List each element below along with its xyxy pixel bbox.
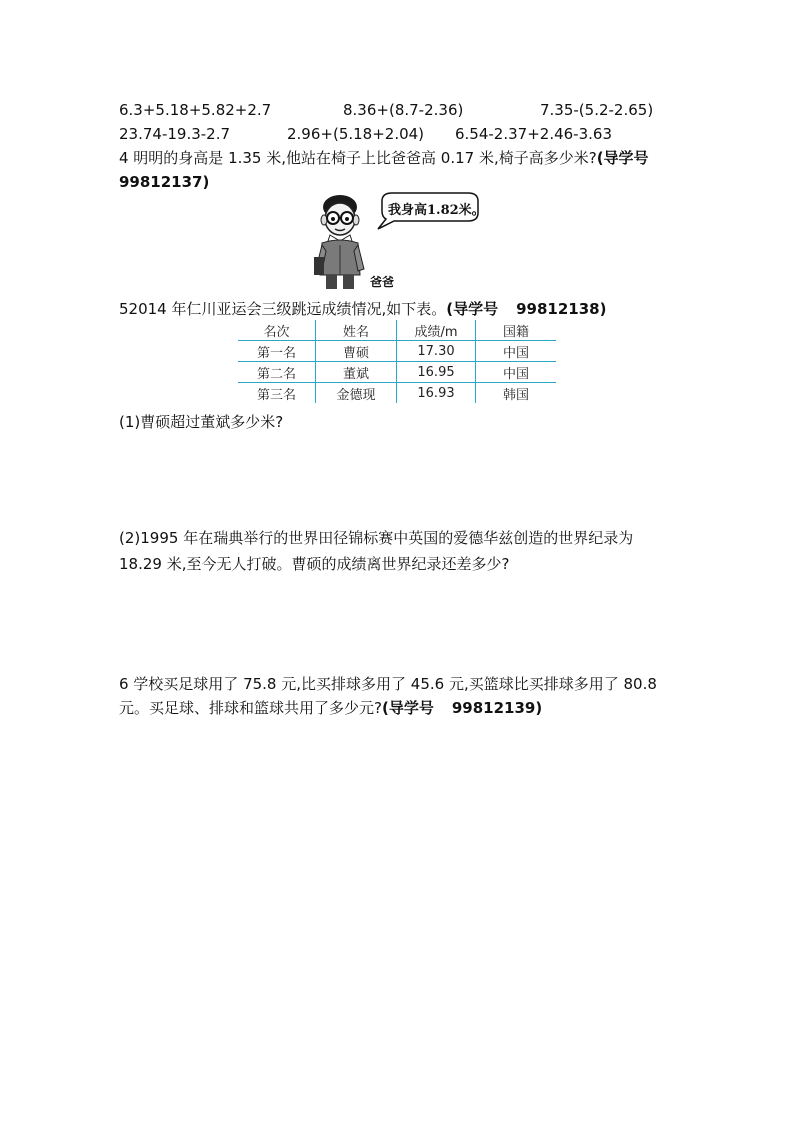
cell-name: 董斌 — [316, 362, 397, 383]
question-5-sub-2-line-2: 18.29 米,至今无人打破。曹硕的成绩离世界纪录还差多少? — [119, 555, 510, 573]
header-score: 成绩/m — [397, 320, 476, 341]
dad-figure — [312, 189, 485, 291]
expression-2-3: 6.54-2.37+2.46-3.63 — [455, 125, 612, 143]
header-name: 姓名 — [316, 320, 397, 341]
cell-score: 16.95 — [397, 362, 476, 383]
cell-nationality: 韩国 — [476, 383, 557, 404]
cell-nationality: 中国 — [476, 341, 557, 362]
guide-ref-5: (导学号 — [446, 300, 499, 318]
cell-nationality: 中国 — [476, 362, 557, 383]
question-4-ref-number: 99812137) — [119, 173, 210, 191]
cell-name: 金德现 — [316, 383, 397, 404]
cell-rank: 第二名 — [238, 362, 316, 383]
cell-rank: 第一名 — [238, 341, 316, 362]
question-5-text: 52014 年仁川亚运会三级跳远成绩情况,如下表。(导学号 99812138) — [119, 300, 607, 318]
table-row — [238, 383, 556, 404]
table-row — [238, 362, 556, 383]
expression-1-2: 8.36+(8.7-2.36) — [343, 101, 464, 119]
cell-score: 16.93 — [397, 383, 476, 404]
results-table — [238, 320, 556, 403]
question-6-line-1: 6 学校买足球用了 75.8 元,比买排球多用了 45.6 元,买篮球比买排球多用了 80.8 — [119, 675, 657, 693]
figure-caption: 爸爸 — [370, 275, 395, 289]
cell-name: 曹硕 — [316, 341, 397, 362]
expression-2-2: 2.96+(5.18+2.04) — [287, 125, 425, 143]
table-row — [238, 341, 556, 362]
cell-score: 17.30 — [397, 341, 476, 362]
question-6-line-2: 元。买足球、排球和篮球共用了多少元?(导学号 99812139) — [119, 699, 543, 717]
guide-ref-6: (导学号 — [381, 699, 434, 717]
question-5-sub-1: (1)曹硕超过董斌多少米? — [119, 413, 284, 431]
table-header-row — [238, 320, 556, 341]
guide-ref-4: (导学号 — [596, 149, 649, 167]
header-nationality: 国籍 — [476, 320, 557, 341]
question-4-text: 4 明明的身高是 1.35 米,他站在椅子上比爸爸高 0.17 米,椅子高多少米?(导学号 — [119, 149, 649, 167]
expression-2-1: 23.74-19.3-2.7 — [119, 125, 231, 143]
expression-1-1: 6.3+5.18+5.82+2.7 — [119, 101, 272, 119]
cell-rank: 第三名 — [256, 387, 296, 403]
expression-1-3: 7.35-(5.2-2.65) — [540, 101, 654, 119]
speech-bubble-text: 我身高1.82米。 — [388, 203, 485, 218]
question-5-sub-2-line-1: (2)1995 年在瑞典举行的世界田径锦标赛中英国的爱德华兹创造的世界纪录为 — [119, 529, 634, 547]
header-rank: 名次 — [238, 320, 316, 341]
